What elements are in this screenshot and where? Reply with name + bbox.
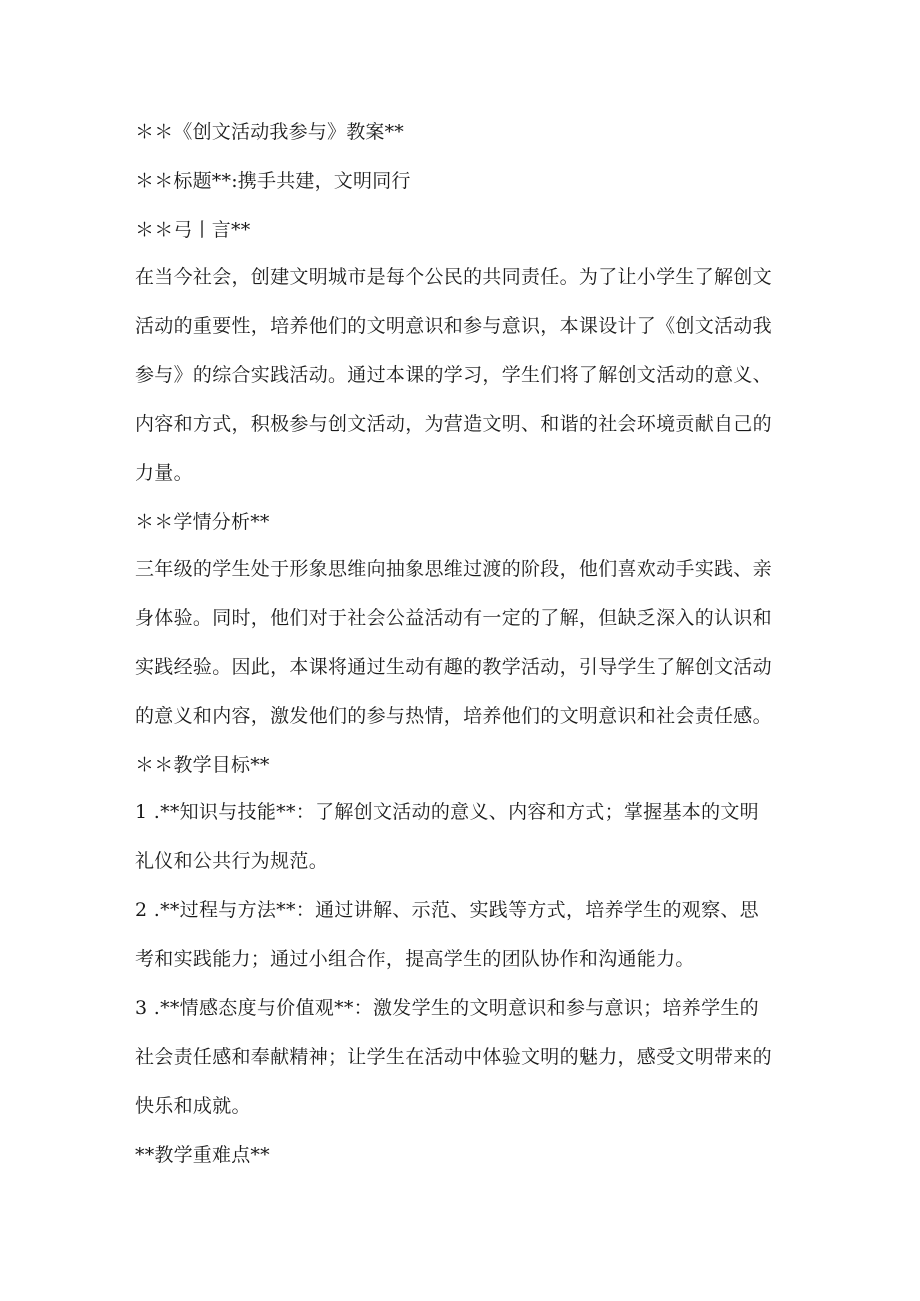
list-item: 3 .**情感态度与价值观**：激发学生的文明意识和参与意识；培养学生的 [135,997,759,1019]
list-item: 1 .**知识与技能**：了解创文活动的意义、内容和方式；掌握基本的文明 [135,801,759,823]
list-item: 2 .**过程与方法**：通过讲解、示范、实践等方式，培养学生的观察、思 [135,899,759,921]
paragraph-line: 的意义和内容，激发他们的参与热情，培养他们的文明意识和社会责任感。 [135,705,772,727]
paragraph-line: 身体验。同时，他们对于社会公益活动有一定的了解，但缺乏深入的认识和 [135,607,772,629]
paragraph-line: 参与》的综合实践活动。通过本课的学习，学生们将了解创文活动的意义、 [135,364,772,386]
paragraph-line: 三年级的学生处于形象思维向抽象思维过渡的阶段，他们喜欢动手实践、亲 [135,558,772,580]
doc-title: ＊＊《创文活动我参与》教案** [135,121,405,143]
paragraph-line: 实践经验。因此，本课将通过生动有趣的教学活动，引导学生了解创文活动 [135,656,772,678]
doc-subtitle: ＊＊标题**:携手共建，文明同行 [135,170,411,192]
list-item-continuation: 礼仪和公共行为规范。 [135,850,329,872]
paragraph-line: 活动的重要性，培养他们的文明意识和参与意识，本课设计了《创文活动我 [135,315,772,337]
paragraph-line: 内容和方式，积极参与创文活动，为营造文明、和谐的社会环境贡献自己的 [135,413,772,435]
list-item-continuation: 社会责任感和奉献精神；让学生在活动中体验文明的魅力，感受文明带来的 [135,1046,772,1068]
section-heading-analysis: ＊＊学情分析** [135,511,270,533]
paragraph-line: 力量。 [135,462,193,484]
section-heading-goals: ＊＊教学目标** [135,754,270,776]
section-heading-intro: ＊＊弓丨言** [135,219,251,241]
section-heading-key-points: **教学重难点** [135,1144,270,1166]
list-item-continuation: 快乐和成就。 [135,1095,251,1117]
paragraph-line: 在当今社会，创建文明城市是每个公民的共同责任。为了让小学生了解创文 [135,266,772,288]
list-item-continuation: 考和实践能力；通过小组合作，提高学生的团队协作和沟通能力。 [135,948,695,970]
